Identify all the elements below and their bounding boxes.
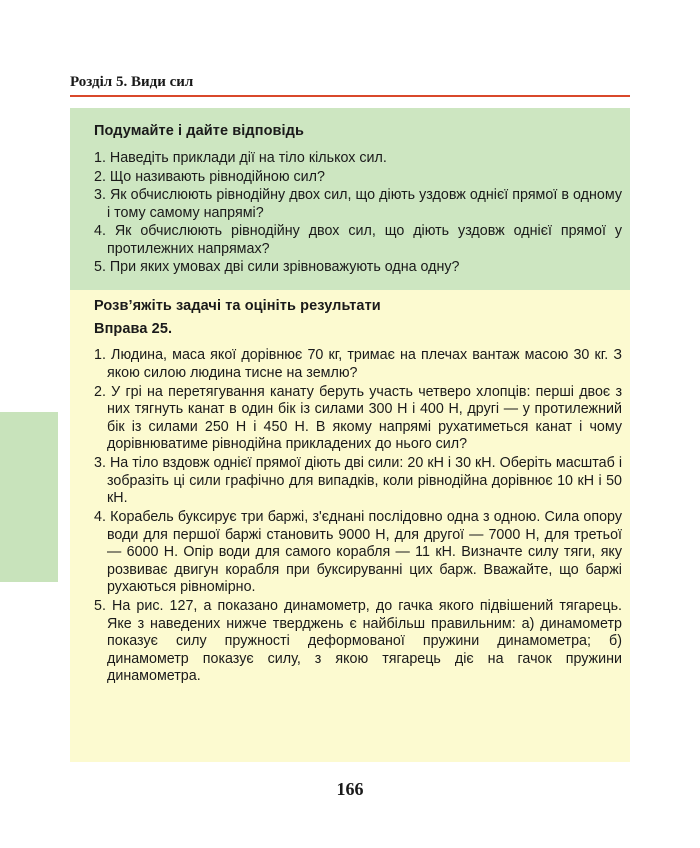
exercise-item: 2. У грі на перетягування канату беруть участь четверо хлопців: перші двоє з них тягнуть канат в один бік із силами 300 Н і 400 Н, другі — у протилежний бік із силами 250 Н і 450 Н. В якому напрямі рухатиметься канат і чому дорівнюватиме рівнодійна прикладених до нього сил?	[94, 383, 622, 452]
exercise-title: Вправа 25.	[94, 321, 173, 337]
question-item: 1. Наведіть приклади дії на тіло кількох сил.	[94, 150, 387, 166]
exercise-item: 1. Людина, маса якої дорівнює 70 кг, тримає на плечах вантаж масою 30 кг. З якою силою людина тисне на землю?	[94, 347, 622, 381]
exercise-item: 3. На тіло вздовж однієї прямої діють дві сили: 20 кН і 30 кН. Оберіть масштаб і зобразіть ці сили графічно для випадків, коли рівнодійна дорівнює 10 кН і 50 кН.	[94, 455, 622, 506]
question-item: 3. Як обчислюють рівнодійну двох сил, що діють уздовж однієї прямої в одному і тому самому напрямі?	[94, 187, 622, 221]
question-item: 5. При яких умовах дві сили зрівноважують одна одну?	[94, 259, 460, 275]
question-item: 2. Що називають рівнодійною сил?	[94, 168, 325, 185]
section-header: Розділ 5. Види сил	[70, 74, 194, 90]
page-number: 166	[336, 779, 364, 799]
questions-list	[94, 150, 622, 278]
header-divider	[70, 95, 630, 97]
questions-title: Подумайте і дайте відповідь	[94, 123, 305, 139]
tasks-title: Розв’яжіть задачі та оцініть результати	[94, 298, 381, 314]
question-item: 4. Як обчислюють рівнодійну двох сил, що діють уздовж однієї прямої у протилежних напрямах?	[94, 223, 622, 257]
exercise-list	[94, 347, 622, 687]
side-tab-decoration	[0, 412, 58, 582]
exercise-item: 5. На рис. 127, а показано динамометр, до гачка якого підвішений тягарець. Яке з наведених нижче тверджень є найбільш правильним: а) динамометр показує силу пружності деформованої пружини динамометра; б) динамометр показує силу, з якою тягарець діє на гачок пружини динамометра.	[94, 598, 622, 684]
exercise-item: 4. Корабель буксирує три баржі, з'єднані послідовно одна з одною. Сила опору води для першої баржі становить 9000 Н, для другої — 7000 Н, для третьої — 6000 Н. Опір води для самого корабля — 11 кН. Визначте силу тяги, яку розвиває двигун корабля при буксируванні цих барж. Вважайте, що баржі рухаються рівномірно.	[94, 509, 622, 595]
